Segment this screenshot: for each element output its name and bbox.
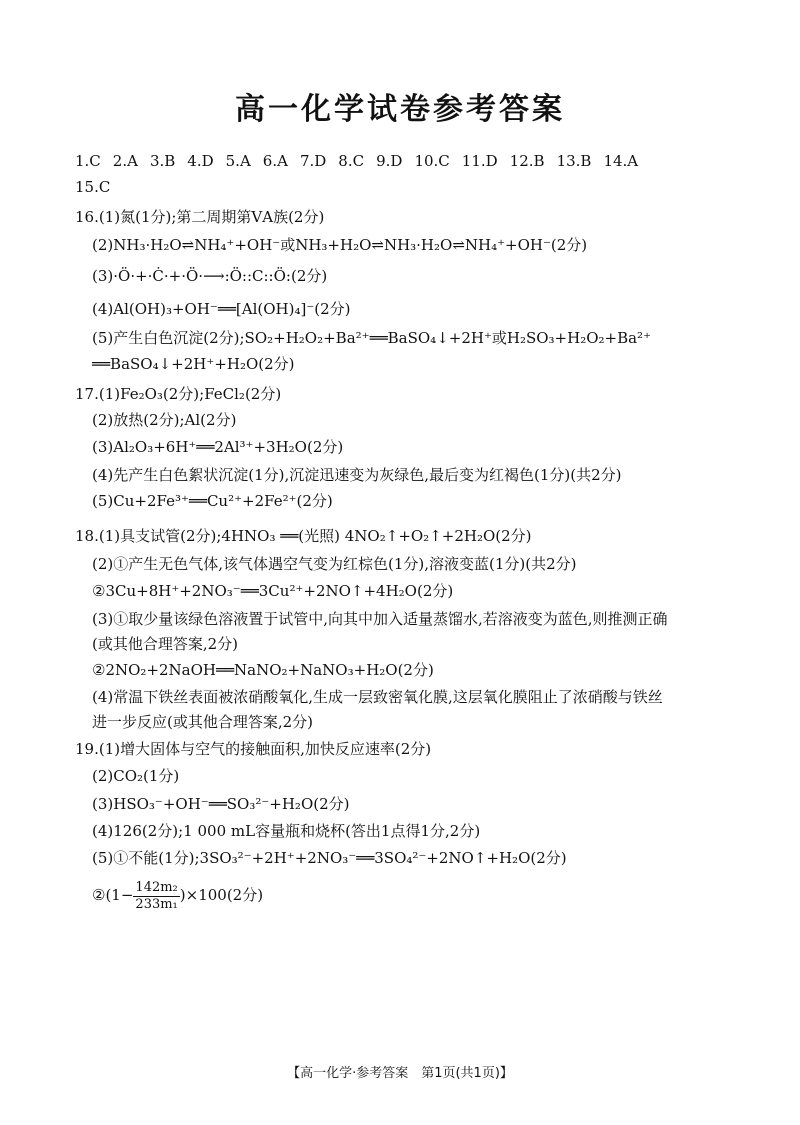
q19-line-4: (4)126(2分);1 000 mL容量瓶和烧杯(答出1点得1分,2分) (92, 822, 481, 840)
mc-answer: 11.D (461, 152, 498, 170)
q16-line-5: (5)产生白色沉淀(2分);SO₂+H₂O₂+Ba²⁺══BaSO₄↓+2H⁺或H₂SO₃+H₂O₂+Ba²⁺ (92, 329, 651, 347)
formula-prefix: ②(1− (92, 886, 134, 904)
mc-answer: 13.B (556, 152, 592, 170)
q17-line-3: (3)Al₂O₃+6H⁺══2Al³⁺+3H₂O(2分) (92, 438, 344, 456)
q18-line-2: (2)①产生无色气体,该气体遇空气变为红棕色(1分),溶液变蓝(1分)(共2分) (92, 555, 577, 573)
fraction (133, 880, 179, 913)
q19-line-3: (3)HSO₃⁻+OH⁻══SO₃²⁻+H₂O(2分) (92, 795, 350, 813)
mc-answer: 4.D (187, 152, 214, 170)
q19-line-5: (5)①不能(1分);3SO₃²⁻+2H⁺+2NO₃⁻══3SO₄²⁻+2NO↑+H₂O(2分) (92, 849, 567, 867)
q17-line-2: (2)放热(2分);Al(2分) (92, 411, 237, 429)
mc-answer: 14.A (603, 152, 639, 170)
q18-line-4: (3)①取少量该绿色溶液置于试管中,向其中加入适量蒸馏水,若溶液变为蓝色,则推测正确 (92, 610, 668, 628)
fraction-denominator: 233m₁ (135, 896, 178, 912)
mc-answer: 2.A (112, 152, 138, 170)
q18-line-8: 进一步反应(或其他合理答案,2分) (92, 713, 314, 731)
q16-line-1: 16.(1)氮(1分);第二周期第ⅤA族(2分) (75, 208, 325, 226)
q16-line-3: (3)·Ö·+·Ċ·+·Ö·⟶:Ö::C::Ö:(2分) (92, 267, 328, 285)
q16-line-2: (2)NH₃·H₂O⇌NH₄⁺+OH⁻或NH₃+H₂O⇌NH₃·H₂O⇌NH₄⁺+OH⁻(2分) (92, 236, 588, 254)
mc-answer: 8.C (338, 152, 365, 170)
mc-answer: 5.A (225, 152, 251, 170)
q16-line-6: ══BaSO₄↓+2H⁺+H₂O(2分) (92, 355, 295, 373)
mc-answer: 9.D (376, 152, 403, 170)
q17-line-4: (4)先产生白色絮状沉淀(1分),沉淀迅速变为灰绿色,最后变为红褐色(1分)(共2分) (92, 466, 622, 484)
q17-line-5: (5)Cu+2Fe³⁺══Cu²⁺+2Fe²⁺(2分) (92, 492, 333, 510)
q18-line-5: (或其他合理答案,2分) (92, 635, 239, 653)
page-title: 高一化学试卷参考答案 (235, 92, 565, 127)
mc-answer: 12.B (509, 152, 545, 170)
page-footer: 【高一化学·参考答案 第1页(共1页)】 (287, 1066, 513, 1081)
mc-answer: 7.D (299, 152, 327, 170)
mc-answer: 3.B (149, 152, 176, 170)
mc-answers-row (75, 150, 650, 172)
q18-line-3: ②3Cu+8H⁺+2NO₃⁻══3Cu²⁺+2NO↑+4H₂O(2分) (92, 582, 454, 600)
q16-line-4: (4)Al(OH)₃+OH⁻══[Al(OH)₄]⁻(2分) (92, 300, 351, 318)
q19-line-2: (2)CO₂(1分) (92, 767, 180, 785)
q18-line-1: 18.(1)具支试管(2分);4HNO₃ ══(光照) 4NO₂↑+O₂↑+2H₂O(2分) (75, 527, 532, 545)
mc-answer: 1.C (75, 152, 101, 170)
q19-line-1: 19.(1)增大固体与空气的接触面积,加快反应速率(2分) (75, 740, 432, 758)
mc-answer: 10.C (414, 152, 450, 170)
q19-line-6 (92, 878, 263, 913)
fraction-numerator: 142m₂ (135, 879, 178, 895)
q18-line-6: ②2NO₂+2NaOH══NaNO₂+NaNO₃+H₂O(2分) (92, 661, 434, 679)
formula-suffix: )×100(2分) (179, 886, 264, 904)
q17-line-1: 17.(1)Fe₂O₃(2分);FeCl₂(2分) (75, 385, 282, 403)
q18-line-7: (4)常温下铁丝表面被浓硝酸氧化,生成一层致密氧化膜,这层氧化膜阻止了浓硝酸与铁丝 (92, 688, 663, 706)
mc-answer: 6.A (262, 152, 288, 170)
mc-answer-15: 15.C (75, 178, 111, 196)
